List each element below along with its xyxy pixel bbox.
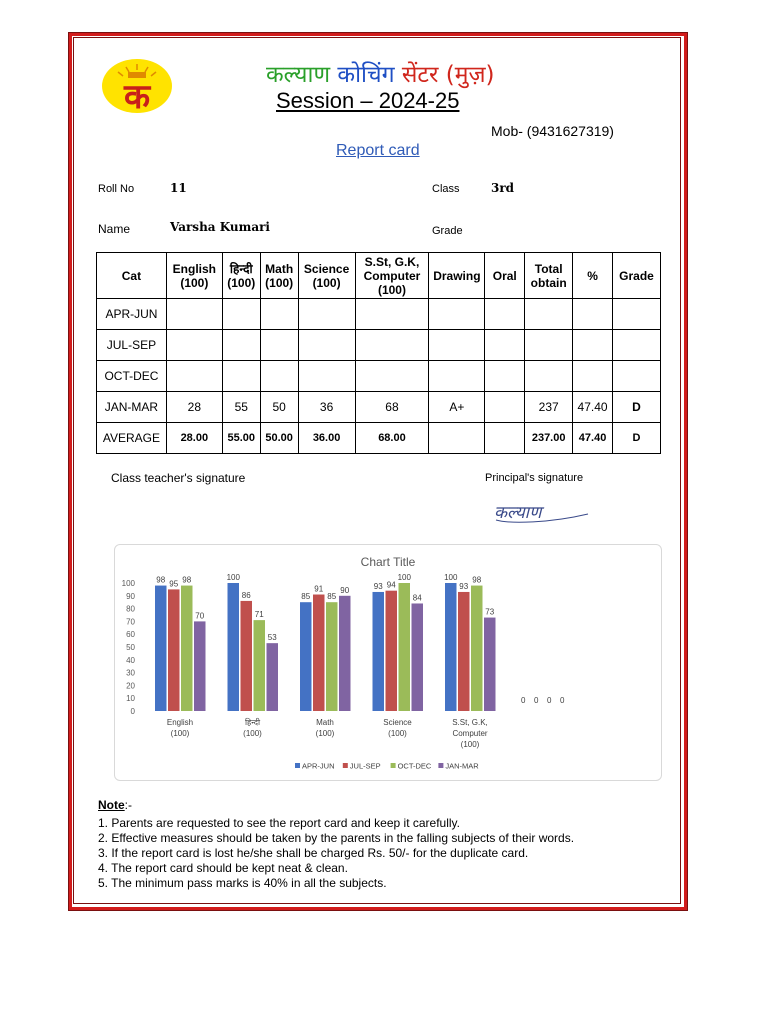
- y-tick-label: 20: [126, 681, 135, 691]
- table-cell: 50: [260, 392, 298, 423]
- table-cell: [166, 299, 222, 330]
- column-header: [298, 253, 355, 299]
- bar: [194, 621, 206, 711]
- column-header-line: English: [172, 261, 216, 276]
- y-tick-label: 100: [121, 579, 135, 588]
- column-header-line: %: [587, 268, 598, 283]
- x-category-label: (100): [388, 729, 407, 738]
- table-cell: [573, 299, 613, 330]
- data-label: 0: [521, 696, 526, 705]
- column-header-line: Computer: [363, 268, 421, 283]
- table-cell: [429, 361, 485, 392]
- table-row: [97, 423, 661, 454]
- table-cell: [260, 299, 298, 330]
- bar: [228, 583, 240, 711]
- column-header: [97, 253, 167, 299]
- table-cell: [166, 330, 222, 361]
- bar: [412, 603, 424, 711]
- legend-label: OCT-DEC: [397, 761, 432, 771]
- data-label: 90: [340, 585, 350, 595]
- data-label: 71: [254, 610, 264, 620]
- marks-chart: [114, 544, 662, 781]
- name-value: Varsha Kumari: [170, 220, 270, 234]
- bar: [373, 592, 385, 711]
- roll-no-value: 11: [170, 181, 187, 195]
- column-header: [222, 253, 260, 299]
- note-title-suffix: :-: [124, 798, 133, 812]
- notes-list: [98, 816, 574, 891]
- table-cell: [429, 330, 485, 361]
- session-title: Session – 2024-25: [276, 88, 460, 113]
- column-header-line: S.St, G.K,: [364, 254, 420, 269]
- chart-title: Chart Title: [360, 555, 416, 569]
- table-cell: [525, 330, 573, 361]
- y-tick-label: 80: [126, 604, 135, 614]
- table-cell: 68.00: [355, 423, 429, 454]
- table-cell: [613, 299, 661, 330]
- title-word-3: सेंटर (मुज़): [401, 62, 495, 88]
- column-header-line: Science: [303, 261, 350, 276]
- legend-label: JAN-MAR: [445, 761, 479, 771]
- marks-table: [96, 252, 661, 454]
- data-label: 94: [386, 580, 396, 590]
- table-cell: [525, 299, 573, 330]
- bar: [399, 583, 411, 711]
- bar: [313, 595, 325, 711]
- table-cell: [525, 361, 573, 392]
- class-value: 3rd: [491, 181, 515, 195]
- legend-swatch: [295, 763, 300, 768]
- table-cell: D: [613, 392, 661, 423]
- bar: [458, 592, 470, 711]
- table-cell: D: [613, 423, 661, 454]
- column-header-line: Grade: [619, 268, 654, 283]
- bar: [339, 596, 351, 711]
- legend-swatch: [391, 763, 396, 768]
- bar: [471, 586, 483, 711]
- data-label: 0: [547, 696, 552, 705]
- report-card-title: Report card: [336, 142, 420, 159]
- x-category-label: हिन्दी: [244, 718, 261, 727]
- table-row: [97, 361, 661, 392]
- table-cell: 237.00: [525, 423, 573, 454]
- column-header-line: (100): [180, 275, 209, 290]
- column-header-line: (100): [265, 275, 294, 290]
- note-heading: [98, 798, 132, 812]
- table-cell: 36: [298, 392, 355, 423]
- table-cell: 237: [525, 392, 573, 423]
- table-cell: [222, 361, 260, 392]
- column-header-line: Math: [265, 261, 294, 276]
- table-cell: [355, 299, 429, 330]
- table-header-row: [97, 253, 661, 299]
- bar: [241, 601, 253, 711]
- table-body: [97, 299, 661, 454]
- note-item: 1. Parents are requested to see the report card and keep it carefully.: [98, 816, 460, 830]
- column-header: [260, 253, 298, 299]
- column-header: [525, 253, 573, 299]
- coaching-center-name: [266, 57, 495, 89]
- x-category-label: (100): [460, 740, 480, 749]
- table-cell: [485, 392, 525, 423]
- data-label: 53: [267, 633, 277, 643]
- table-cell: 47.40: [573, 392, 613, 423]
- bar: [445, 583, 457, 711]
- table-cell: [222, 299, 260, 330]
- title-word-2: कोचिंग: [337, 62, 395, 88]
- data-label: 95: [169, 579, 179, 589]
- note-item: 4. The report card should be kept neat & clean.: [98, 861, 348, 875]
- y-tick-label: 90: [126, 591, 135, 601]
- bar: [181, 586, 193, 711]
- data-label: 100: [397, 573, 411, 582]
- table-cell: A+: [429, 392, 485, 423]
- table-cell: [355, 330, 429, 361]
- note-item: 3. If the report card is lost he/she shall be charged Rs. 50/- for the duplicate card.: [98, 846, 529, 860]
- table-cell: [166, 361, 222, 392]
- bar: [155, 586, 167, 711]
- bar: [254, 620, 266, 711]
- legend-label: APR-JUN: [302, 761, 335, 771]
- column-header: [429, 253, 485, 299]
- data-label: 0: [534, 696, 539, 705]
- data-label: 98: [182, 575, 192, 585]
- x-category-label: Science: [383, 718, 412, 727]
- table-cell: [429, 423, 485, 454]
- y-tick-label: 40: [126, 655, 135, 665]
- mobile-number: Mob- (9431627319): [491, 123, 614, 139]
- title-word-1: कल्याण: [266, 62, 331, 88]
- column-header: [166, 253, 222, 299]
- principal-signature-scrawl: कल्याण: [494, 503, 542, 523]
- table-cell: 55.00: [222, 423, 260, 454]
- data-label: 100: [444, 573, 458, 582]
- column-header: [355, 253, 429, 299]
- column-header: [485, 253, 525, 299]
- data-label: 85: [327, 592, 337, 602]
- legend-swatch: [438, 763, 443, 768]
- row-label-cell: APR-JUN: [97, 299, 167, 330]
- x-category-label: Math: [316, 718, 334, 727]
- grade-label: Grade: [432, 225, 463, 237]
- table-row: [97, 299, 661, 330]
- bar: [168, 589, 180, 711]
- x-category-label: Computer: [452, 729, 488, 738]
- column-header: [613, 253, 661, 299]
- table-cell: 55: [222, 392, 260, 423]
- column-header-line: (100): [227, 275, 256, 290]
- data-label: 86: [241, 590, 251, 600]
- data-label: 85: [301, 592, 311, 602]
- column-header-line: (100): [377, 282, 406, 297]
- table-cell: 36.00: [298, 423, 355, 454]
- column-header-line: Drawing: [433, 268, 481, 283]
- note-item: 5. The minimum pass marks is 40% in all the subjects.: [98, 876, 387, 890]
- class-teacher-signature-label: Class teacher's signature: [111, 471, 246, 485]
- x-category-label: English: [166, 718, 194, 727]
- row-label-cell: JAN-MAR: [97, 392, 167, 423]
- note-item: 2. Effective measures should be taken by the parents in the falling subjects of their words.: [98, 831, 575, 845]
- bar: [300, 602, 312, 711]
- table-cell: [485, 299, 525, 330]
- row-label-cell: OCT-DEC: [97, 361, 167, 392]
- table-cell: [260, 330, 298, 361]
- table-cell: [613, 330, 661, 361]
- table-cell: [260, 361, 298, 392]
- row-label-cell: JUL-SEP: [97, 330, 167, 361]
- legend-swatch: [343, 763, 348, 768]
- table-cell: [485, 361, 525, 392]
- y-tick-label: 60: [126, 630, 135, 640]
- table-cell: [429, 299, 485, 330]
- column-header-line: obtain: [530, 275, 567, 290]
- data-label: 91: [314, 584, 324, 594]
- table-cell: [355, 361, 429, 392]
- legend-label: JUL-SEP: [349, 761, 381, 771]
- chart-canvas: [115, 545, 661, 780]
- table-cell: [298, 330, 355, 361]
- coaching-logo: [100, 58, 174, 114]
- column-header-line: (100): [312, 275, 341, 290]
- roll-no-label: Roll No: [98, 183, 135, 195]
- y-tick-label: 0: [130, 707, 135, 716]
- data-label: 70: [195, 611, 205, 621]
- x-category-label: (100): [170, 729, 190, 738]
- class-label: Class: [432, 183, 460, 195]
- bar: [267, 643, 279, 711]
- y-tick-label: 10: [126, 694, 135, 704]
- table-row: [97, 330, 661, 361]
- column-header: [573, 253, 613, 299]
- data-label: 100: [226, 573, 240, 582]
- data-label: 73: [485, 607, 495, 617]
- bar: [386, 591, 398, 711]
- table-cell: [485, 330, 525, 361]
- data-label: 84: [412, 593, 422, 603]
- data-label: 0: [560, 696, 565, 705]
- data-label: 98: [156, 575, 166, 585]
- table-cell: 28.00: [166, 423, 222, 454]
- column-header-line: हिन्दी: [229, 261, 253, 276]
- table-cell: 28: [166, 392, 222, 423]
- column-header-line: Cat: [121, 268, 142, 283]
- y-tick-label: 70: [126, 617, 135, 627]
- principal-signature: [490, 496, 594, 526]
- table-cell: [573, 330, 613, 361]
- logo-letter: क: [123, 77, 151, 114]
- table-cell: 68: [355, 392, 429, 423]
- y-tick-label: 50: [126, 643, 135, 652]
- row-label-cell: AVERAGE: [97, 423, 167, 454]
- data-label: 93: [459, 581, 469, 591]
- table-cell: [573, 361, 613, 392]
- table-cell: [485, 423, 525, 454]
- table-row: [97, 392, 661, 423]
- x-category-label: S.St, G.K,: [452, 718, 488, 727]
- table-cell: [298, 299, 355, 330]
- column-header-line: Oral: [492, 268, 517, 283]
- data-label: 98: [472, 575, 482, 585]
- table-cell: [222, 330, 260, 361]
- bar: [326, 602, 338, 711]
- table-cell: 50.00: [260, 423, 298, 454]
- table-cell: [613, 361, 661, 392]
- x-category-label: (100): [315, 729, 335, 738]
- data-label: 93: [373, 581, 383, 591]
- table-cell: [298, 361, 355, 392]
- name-label: Name: [98, 222, 131, 236]
- x-category-label: (100): [243, 729, 262, 738]
- column-header-line: Total: [534, 261, 563, 276]
- bar: [484, 618, 496, 711]
- y-tick-label: 30: [126, 668, 135, 678]
- principal-signature-label: Principal's signature: [485, 472, 584, 484]
- note-title: Note: [98, 798, 125, 812]
- table-cell: 47.40: [573, 423, 613, 454]
